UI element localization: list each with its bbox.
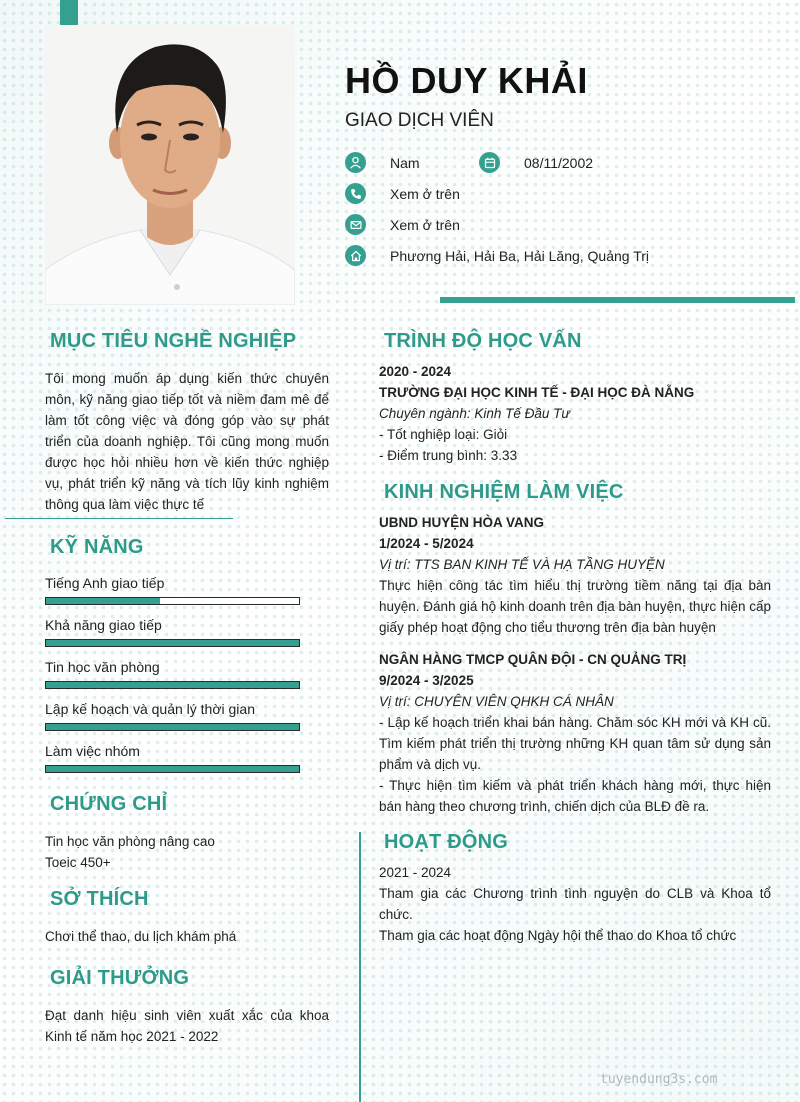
job-description: Thực hiện công tác tìm hiểu thị trường tiềm năng tại địa bàn huyện. Đánh giá hộ kinh doanh trên địa bàn huyện, thực hiện cấp giấy phép hoạt động cho tiểu thương trên địa bàn huyện (379, 578, 771, 635)
job-company: NGÂN HÀNG TMCP QUÂN ĐỘI - CN QUẢNG TRỊ (379, 652, 687, 667)
phone-icon (345, 183, 366, 204)
skill-bar (45, 681, 300, 689)
left-divider (5, 518, 233, 519)
education-rank: - Tốt nghiệp loại: Giỏi (379, 427, 508, 442)
awards-title: GIẢI THƯỞNG (50, 967, 190, 989)
education-major: Chuyên ngành: Kinh Tế Đầu Tư (379, 406, 570, 421)
education-school: TRƯỜNG ĐẠI HỌC KINH TẾ - ĐẠI HỌC ĐÀ NẴNG (379, 385, 695, 400)
skill-label: Tiếng Anh giao tiếp (45, 575, 165, 591)
skill-bar-fill (46, 766, 299, 772)
skill-bar (45, 723, 300, 731)
skills-title: KỸ NĂNG (50, 536, 144, 558)
gender-value: Nam (390, 155, 420, 171)
activities-title: HOẠT ĐỘNG (384, 831, 509, 853)
candidate-name: HỒ DUY KHẢI (345, 60, 588, 101)
education-gpa: - Điểm trung bình: 3.33 (379, 448, 518, 463)
education-title: TRÌNH ĐỘ HỌC VẤN (384, 330, 582, 352)
hobbies-title: SỞ THÍCH (50, 888, 149, 910)
job-position: Vị trí: TTS BAN KINH TẾ VÀ HẠ TẦNG HUYỆN (379, 557, 665, 572)
profile-photo (45, 25, 295, 305)
phone-value: Xem ở trên (390, 186, 460, 202)
certificate-item: Toeic 450+ (45, 855, 111, 870)
skill-bar-fill (46, 682, 299, 688)
center-divider (359, 832, 361, 1102)
header-divider (440, 297, 795, 303)
job-position: Vị trí: CHUYÊN VIÊN QHKH CÁ NHÂN (379, 694, 614, 709)
objective-title: MỤC TIÊU NGHỀ NGHIỆP (50, 330, 297, 352)
user-icon (345, 152, 366, 173)
certificates-title: CHỨNG CHỈ (50, 793, 168, 815)
education-period: 2020 - 2024 (379, 364, 452, 379)
skill-label: Lập kế hoạch và quản lý thời gian (45, 701, 255, 717)
skill-bar-fill (46, 724, 299, 730)
certificate-item: Tin học văn phòng nâng cao (45, 834, 215, 849)
skill-bar-fill (46, 598, 160, 604)
email-icon (345, 214, 366, 235)
job-company: UBND HUYỆN HÒA VANG (379, 515, 545, 530)
job-period: 9/2024 - 3/2025 (379, 673, 474, 688)
skill-label: Làm việc nhóm (45, 743, 140, 759)
job-title: GIAO DỊCH VIÊN (345, 110, 494, 131)
skill-label: Tin học văn phòng (45, 659, 160, 675)
skill-bar-fill (46, 640, 299, 646)
hobbies-text: Chơi thể thao, du lịch khám phá (45, 929, 237, 944)
activity-item: Tham gia các Chương trình tình nguyện do CLB và Khoa tổ chức. (379, 886, 771, 922)
experience-title: KINH NGHIỆM LÀM VIỆC (384, 481, 624, 503)
home-icon (345, 245, 366, 266)
skill-bar (45, 765, 300, 773)
job-description: - Thực hiện tìm kiếm và phát triển khách hàng mới, thực hiện bán hàng theo chương trình, chiến dịch của BLĐ đề ra. (379, 778, 771, 814)
activity-item: Tham gia các hoạt động Ngày hội thể thao do Khoa tổ chức (379, 928, 737, 943)
dob-value: 08/11/2002 (524, 155, 594, 171)
watermark: tuyendung3s.com (600, 1072, 718, 1087)
skill-bar (45, 639, 300, 647)
calendar-icon (479, 152, 500, 173)
activities-period: 2021 - 2024 (379, 865, 452, 880)
skill-label: Khả năng giao tiếp (45, 617, 162, 633)
job-description: - Lập kế hoạch triển khai bán hàng. Chăm sóc KH mới và KH cũ. Tìm kiếm phát triển thị trường những KH quan tâm sử dụng sản phẩm và dịch vụ. (379, 715, 771, 772)
objective-text: Tôi mong muốn áp dụng kiến thức chuyên môn, kỹ năng giao tiếp tốt và niềm đam mê để làm tốt công việc và đóng góp vào sự phát triển của doanh nghiệp. Tôi cũng mong muốn được học hỏi nhiều hơn về kiến thức nghiệp vụ, phát triển kỹ năng và tích lũy kinh nghiệm thông qua làm việc thực tế (45, 371, 329, 512)
address-value: Phương Hải, Hải Ba, Hải Lăng, Quảng Trị (390, 248, 650, 264)
job-period: 1/2024 - 5/2024 (379, 536, 474, 551)
skill-bar (45, 597, 300, 605)
email-value: Xem ở trên (390, 217, 460, 233)
awards-text: Đạt danh hiệu sinh viên xuất xắc của khoa Kinh tế năm học 2021 - 2022 (45, 1008, 329, 1044)
